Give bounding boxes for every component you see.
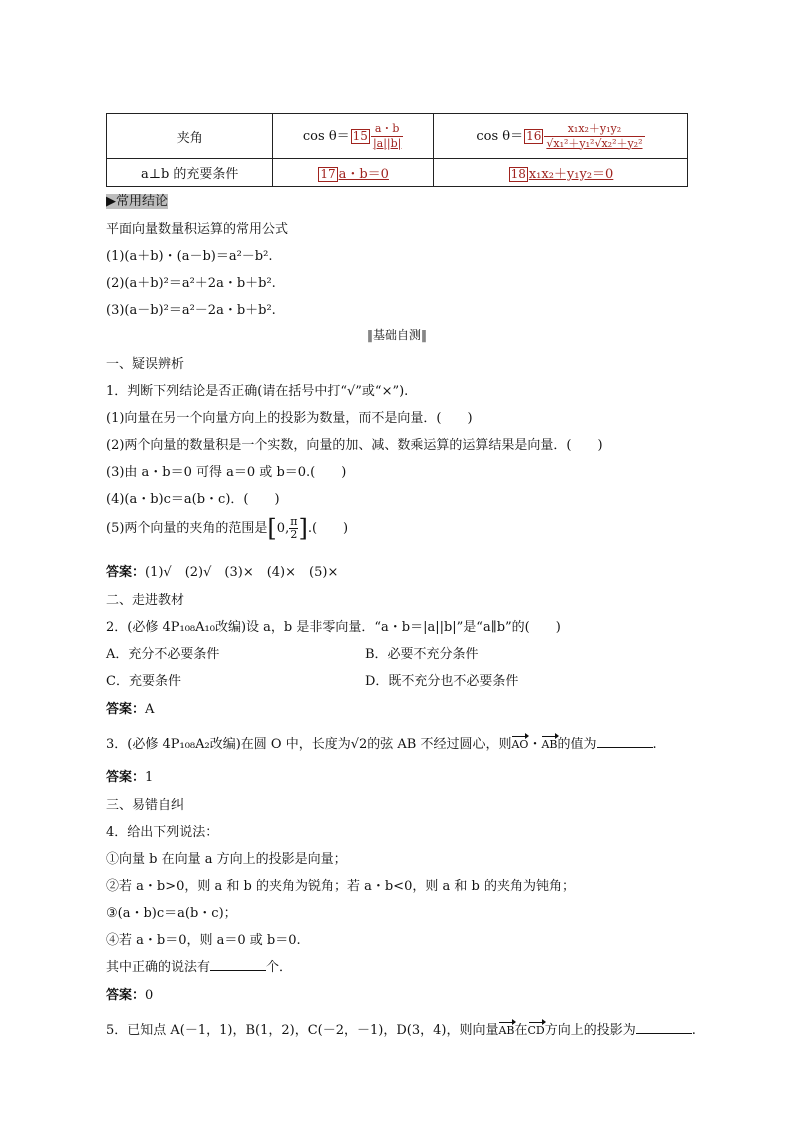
answer-blank <box>597 735 653 748</box>
answer-1: 答案：(1)√ (2)√ (3)× (4)× (5)× <box>106 565 339 580</box>
cell-angle-vector-formula: cos θ＝ 15 $\frac{a・b}{|a||b|}$ <box>273 114 433 159</box>
cell-angle-label: 夹角 <box>107 114 273 159</box>
statement-5: (5)两个向量的夹角的范围是[0, $\frac{\pi}{2}$ ].( ) <box>106 514 349 543</box>
answer-2: 答案：A <box>106 702 155 717</box>
answer-number-16: 16 <box>526 128 542 143</box>
formula-2: (2)(a＋b)²＝a²＋2a・b＋b². <box>106 276 276 291</box>
answer-number-15: 15 <box>352 128 368 143</box>
statement-1: (1)向量在另一个向量方向上的投影为数量，而不是向量．( ) <box>106 411 473 426</box>
claim-4: ④若 a・b＝0，则 a＝0 或 b＝0. <box>106 933 301 948</box>
option-d: D．既不充分也不必要条件 <box>365 674 519 689</box>
vector-ab: AB <box>541 738 558 751</box>
vector-ab: AB <box>498 1024 515 1037</box>
common-intro: 平面向量数量积运算的常用公式 <box>106 222 289 237</box>
question-3: 3．(必修 4P₁₀₈A₂改编)在圆 O 中，长度为√2的弦 AB 不经过圆心，则AO・AB的值为 . <box>106 737 657 752</box>
table-row-perpendicular <box>107 159 688 187</box>
answer-number-18: 18 <box>510 167 526 181</box>
cell-perpendicular-coordinate: 18 x₁x₂＋y₁y₂＝0 <box>433 159 687 187</box>
formula-1: (1)(a＋b)・(a－b)＝a²－b². <box>106 249 273 264</box>
claim-1: ①向量 b 在向量 a 方向上的投影是向量； <box>106 852 347 867</box>
section-1-title: 一、疑误辨析 <box>106 357 185 372</box>
answer-blank <box>636 1021 692 1034</box>
section-2-title: 二、走进教材 <box>106 593 185 608</box>
common-conclusion-heading: ▶常用结论 <box>106 194 168 209</box>
formula-table <box>106 113 688 187</box>
question-5: 5．已知点 A(－1，1)，B(1，2)，C(－2，－1)，D(3，4)，则向量AB在CD方向上的投影为 . <box>106 1023 696 1038</box>
cell-angle-coordinate-formula: cos θ＝ 16 $\frac{\text{x₁x₂＋y₁y₂}}{\text{√x₁²＋y₁²√x₂²＋y₂²}}$ <box>433 114 687 159</box>
option-a: A．充分不必要条件 <box>106 647 220 662</box>
cos-coordinate-fraction: $\frac{\text{x₁x₂＋y₁y₂}}{\text{√x₁²＋y₁²√x₂²＋y₂²}}$ <box>546 121 643 150</box>
table-row-angle <box>107 114 688 159</box>
pi-over-2-fraction: $\frac{\pi}{2}$ <box>290 515 298 541</box>
question-4-tail: 其中正确的说法有 个． <box>106 960 293 975</box>
vector-cd: CD <box>527 1024 545 1037</box>
option-c: C．充要条件 <box>106 674 181 689</box>
statement-2: (2)两个向量的数量积是一个实数，向量的加、减、数乘运算的运算结果是向量．( ) <box>106 438 603 453</box>
question-4: 4．给出下列说法： <box>106 825 219 840</box>
cell-perpendicular-vector: 17 a・b＝0 <box>273 159 433 187</box>
answer-4: 答案：0 <box>106 988 154 1003</box>
claim-2: ②若 a・b>0，则 a 和 b 的夹角为锐角；若 a・b<0，则 a 和 b 的夹角为钝角； <box>106 879 575 894</box>
question-1: 1．判断下列结论是否正确(请在括号中打“√”或“×”). <box>106 384 409 399</box>
vector-ao: AO <box>511 738 529 751</box>
answer-blank <box>210 958 266 971</box>
option-b: B．必要不充分条件 <box>365 647 479 662</box>
section-3-title: 三、易错自纠 <box>106 798 185 813</box>
cos-fraction: $\frac{a・b}{|a||b|}$ <box>372 121 402 150</box>
answer-number-17: 17 <box>320 167 336 181</box>
statement-4: (4)(a・b)c＝a(b・c)．( ) <box>106 492 280 507</box>
self-test-title: ‖基础自测‖ <box>366 328 427 342</box>
claim-3: ③(a・b)c＝a(b・c)； <box>106 906 237 921</box>
statement-3: (3)由 a・b＝0 可得 a＝0 或 b＝0.( ) <box>106 465 347 480</box>
question-2: 2．(必修 4P₁₀₈A₁₀改编)设 a，b 是非零向量．“a・b＝|a||b|”是“a∥b”的( ) <box>106 620 561 635</box>
formula-3: (3)(a－b)²＝a²－2a・b＋b². <box>106 303 276 318</box>
answer-3: 答案：1 <box>106 770 154 785</box>
cell-perpendicular-label: a⊥b 的充要条件 <box>107 159 273 187</box>
